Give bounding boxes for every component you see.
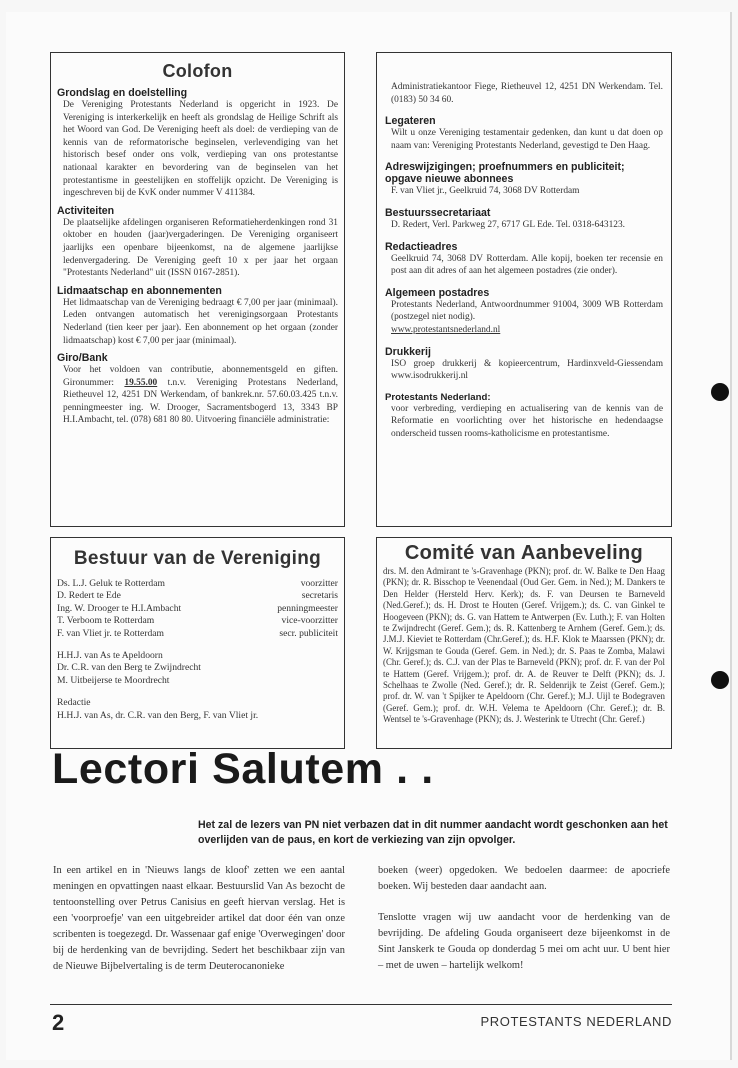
section-text: ISO groep drukkerij & kopieercentrum, Hardinxveld-Giessendam www.isodrukkerij.nl: [391, 358, 663, 382]
giro-text-after: t.n.v. Vereniging Protestans Nederland, Rietheuvel 12, 4251 DN Werkendam, of bankrek.nr. 57.60.03.425 t.n.v. penningmeester ing. W. Drooger, Sacramentsbogerd 13, 3343 BP H.I.Ambacht, tel. (078) 681 80 80. Uitvoering financiële administratie:: [63, 377, 338, 426]
committee-box: [376, 537, 672, 749]
section-text: Het lidmaatschap van de Vereniging bedraagt € 7,00 per jaar (minimaal). Leden ontvangen automatisch het verenigingsorgaan Protestants Nederland (tien keer per jaar). Een abonnement op het orgaan (zonder lidmaatschap) kost € 7,00 per jaar (minimaal).: [63, 297, 338, 346]
section-heading: Protestants Nederland:: [385, 391, 491, 403]
article-column-right: [378, 863, 670, 974]
board-row: [57, 590, 338, 602]
board-member-name: F. van Vliet jr. te Rotterdam: [57, 627, 164, 639]
article-headline: Lectori Salutem . .: [52, 745, 434, 793]
section-heading: Adreswijzigingen; proefnummers en publiciteit; opgave nieuwe abonnees: [385, 161, 625, 186]
board-member: H.H.J. van As te Apeldoorn: [57, 650, 163, 662]
board-row: [57, 615, 338, 627]
committee-title: Comité van Aanbeveling: [404, 542, 644, 564]
section-heading: Legateren: [385, 115, 436, 128]
section-heading: Activiteiten: [57, 204, 115, 217]
redactie-label: Redactie: [57, 697, 91, 709]
section-text: Geelkruid 74, 3068 DV Rotterdam. Alle kopij, boeken ter recensie en post aan dit adres of aan het algemeen postadres (zie onder).: [391, 253, 663, 277]
administration-text: Administratiekantoor Fiege, Rietheuvel 12, 4251 DN Werkendam. Tel. (0183) 50 34 60.: [391, 82, 663, 105]
section-text: voor verbreding, verdieping en actualisering van de kennis van de Reformatie en voorlichting over het historische en hedendaagse onderscheid tussen rooms-katholicisme en protestantisme.: [391, 403, 663, 439]
board-member-role: vice-voorzitter: [281, 615, 338, 627]
section-heading: Grondslag en doelstelling: [57, 87, 188, 99]
board-member-name: Ing. W. Drooger te H.I.Ambacht: [57, 602, 182, 614]
board-member-role: secr. publiciteit: [279, 627, 338, 639]
giro-number: 19.55.00: [124, 377, 158, 388]
article-paragraph: Tenslotte vragen wij uw aandacht voor de herdenking van de bevrijding. De afdeling Gouda organiseert deze bijeenkomst in de Sint Janskerk te Gouda op donderdag 5 mei om acht uur. U bent hier – met de uwen – hartelijk welkom!: [378, 912, 670, 971]
board-member-name: T. Verboom te Rotterdam: [57, 615, 155, 627]
article-column-left: [53, 863, 345, 975]
section-heading: Bestuurssecretariaat: [385, 206, 491, 219]
board-box: [50, 537, 345, 749]
article-paragraph: boeken (weer) opgedoken. We bedoelen daarmee: de apocriefe boeken. Wij besteden daar aandacht aan.: [378, 865, 670, 892]
article-lead: Het zal de lezers van PN niet verbazen dat in dit nummer aandacht wordt geschonken aan het overlijden van de paus, en kort de verkiezing van zijn opvolger.: [198, 819, 668, 846]
board-title: Bestuur van de Vereniging: [73, 548, 322, 569]
board-member-role: penningmeester: [277, 602, 338, 614]
article-paragraph: In een artikel en in 'Nieuws langs de kloof' zetten we een aantal meningen en opvattingen naast elkaar. Bestuurslid Van As bezocht de tentoonstelling over Petrus Canisius en geeft hiervan verslag. Het is een 'voorproefje' van een uitgebreider artikel dat door één van onze scribenten is toegezegd. Dr. Wassenaar gaf enige 'Overwegingen' door bij de herdenking van de bevrijding. Sedert het beschikbaar zijn van de Nieuwe Bijbelvertaling is de term Deuterocanonieke: [53, 865, 345, 972]
section-heading: Drukkerij: [385, 345, 431, 358]
website-link[interactable]: www.protestantsnederland.nl: [391, 324, 501, 335]
publication-name: PROTESTANTS NEDERLAND: [480, 1014, 672, 1029]
section-text: De plaatselijke afdelingen organiseren Reformatieherdenkingen rond 31 oktober en houden (jaar)vergaderingen. De Vereniging organiseert jaarlijks een openbare bijeenkomst, na de algemene jaarlijkse ledenvergadering. De Vereniging geeft 10 x per jaar het orgaan "Protestants Nederland" uit (ISSN 0167-2851).: [63, 217, 338, 279]
page-number: 2: [52, 1010, 65, 1035]
redactie-members: H.H.J. van As, dr. C.R. van den Berg, F. van Vliet jr.: [57, 709, 259, 721]
section-text: F. van Vliet jr., Geelkruid 74, 3068 DV Rotterdam: [391, 186, 580, 197]
board-member-role: voorzitter: [300, 578, 338, 589]
board-row: [57, 628, 338, 640]
section-text: Wilt u onze Vereniging testamentair gedenken, dan kunt u dat doen op naam van: Vereniging Protestants Nederland, gevestigd te Den Haag.: [391, 128, 663, 151]
section-heading: Redactieadres: [385, 240, 458, 253]
colofon-box: [50, 52, 345, 527]
giro-text: [57, 364, 338, 427]
section-text: De Vereniging Protestants Nederland is opgericht in 1923. De Vereniging is interkerkelijk en heeft als grondslag de Heilige Schrift als het Woord van God. De Vereniging heeft als doel: de verdieping van de kennis van de reformatorische beginselen, verlevendiging van het historisch besef onder ons volk, verdieping van ons protestantse nationaal karakter en bevordering van de beginselen van het protestantisme in geestelijken en stoffelijk opzicht. De Vereniging is ingeschreven bij de KvK onder nummer V 411384.: [63, 100, 338, 199]
punch-hole: [711, 383, 729, 401]
board-member-name: D. Redert te Ede: [57, 590, 121, 602]
colofon-title: Colofon: [162, 61, 233, 81]
board-member-role: secretaris: [301, 590, 338, 602]
contact-box: [376, 52, 672, 527]
giro-text-before: Voor het voldoen van contributie, abonnementsgeld en giften. Gironummer:: [63, 365, 338, 388]
board-member: Dr. C.R. van den Berg te Zwijndrecht: [57, 662, 201, 674]
section-text: Protestants Nederland, Antwoordnummer 91004, 3009 WB Rotterdam (postzegel niet nodig).: [391, 299, 663, 323]
board-member: M. Uitbeijerse te Moordrecht: [57, 674, 170, 686]
board-row: [57, 578, 338, 590]
section-text: D. Redert, Verl. Parkweg 27, 6717 GL Ede. Tel. 0318-643123.: [391, 219, 626, 230]
section-heading: Lidmaatschap en abonnementen: [57, 284, 222, 297]
committee-members: drs. M. den Admirant te 's-Gravenhage (PKN); prof. dr. W. Balke te Den Haag (PKN); dr. R. Bisschop te Veenendaal (Oud Ger. Gem. in Ned.); M. Dankers te Den Helder (Hersteld Herv. Kerk); ds. F. van Deursen te Barneveld (Ned.Geref.); ds. H. Drost te Houten (Geref. Vrijgem.); ds. C. van Ginkel te Hoogeveen (PKN); ds. G. van Hattem te Antwerpen (Ev. Luth.); F. van Holten te Zwijndrecht (Geref. Gem.); ds. R. Kattenberg te Arnhem (Geref. Gem.); ds. J.M.J. Kieviet te Rotterdam (Chr.Geref.); ds. H.F. Klok te Maarssen (PKN); dr. W. Krijgsman te Gouda (Geref. Gem. in Ned.); dr. S. Paas te Zomba, Malawi (Chr. Geref.); ds. C.J. van der Plas te Barneveld (PKN); prof. dr. F. van der Pol te Hattem (Geref. Vrijgem.); prof. dr. A. de Reuver te Delft (PKN); ds. J. Schelhaas te Zwolle (Ned. Geref.); dr. R. Seldenrijk te Zeist (Geref. Gem.); prof. dr. W. van 't Spijker te Apeldoorn (Chr. Geref.); M.J. Uijl te Bodegraven (Geref. Gem.); prof. dr. W.H. Velema te Apeldoorn (Chr. Geref.); dr. B. Wentsel te 's-Gravenhage (PKN); ds. J. Westerink te Utrecht (Chr. Geref.): [383, 566, 665, 725]
punch-hole: [711, 671, 729, 689]
section-heading: Algemeen postadres: [385, 286, 490, 299]
section-heading: Giro/Bank: [57, 352, 108, 365]
board-row: [57, 603, 338, 615]
board-member-name: Ds. L.J. Geluk te Rotterdam: [57, 578, 165, 589]
footer-rule: [50, 1004, 672, 1005]
